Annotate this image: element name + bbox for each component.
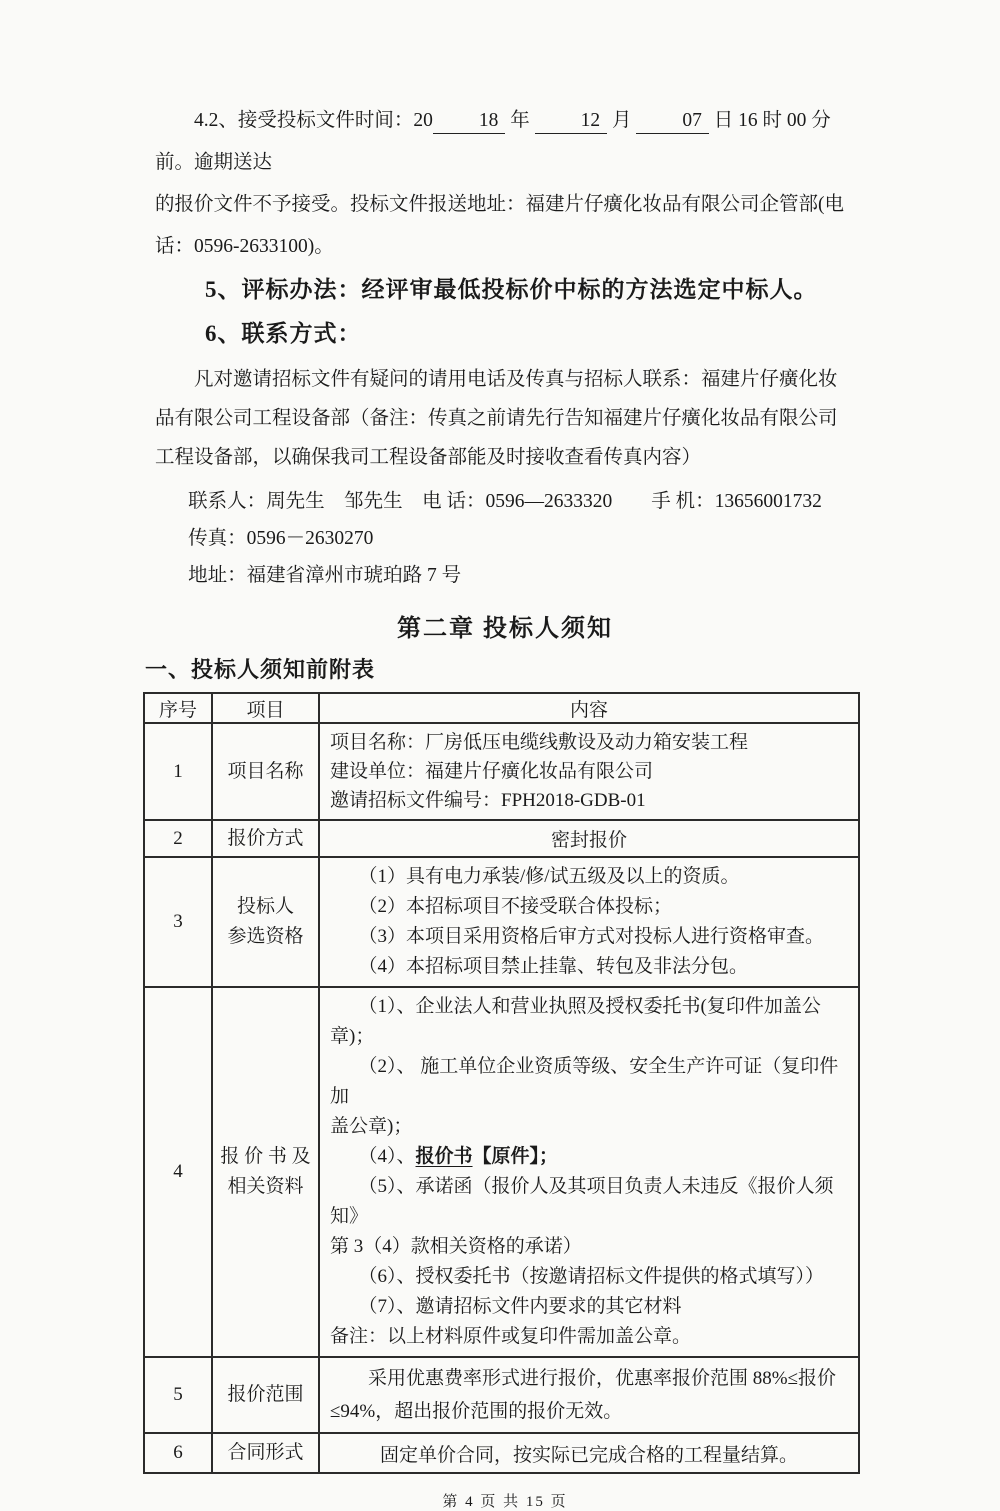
row-item-label: 报价方式: [212, 820, 319, 857]
col-header-no: 序号: [144, 693, 212, 723]
content-line: 项目名称：厂房低压电缆线敷设及动力箱安装工程: [330, 732, 749, 753]
row-no: 2: [144, 820, 212, 857]
content-line: （3）本项目采用资格后审方式对投标人进行资格审查。: [358, 926, 825, 947]
content-line: 采用优惠费率形式进行报价，优惠率报价范围 88%≤报价: [368, 1368, 837, 1389]
table-row-project-name: [144, 723, 859, 820]
contact-person-line: 联系人：周先生 邹先生 电 话：0596—2633320 手 机：13656001732: [188, 491, 822, 512]
table-header-row: [144, 693, 859, 723]
date-sep: 年: [510, 110, 530, 131]
body-line: 凡对邀请招标文件有疑问的请用电话及传真与招标人联系：福建片仔癀化妆: [194, 369, 838, 390]
body-line: 话：0596-2633100)。: [155, 236, 334, 257]
item-label-line: 投标人: [236, 896, 294, 917]
content-line: （5）、承诺函（报价人及其项目负责人未违反《报价人须知》: [330, 1176, 834, 1227]
date-sep: 月: [612, 110, 632, 131]
content-line: （1）、企业法人和营业执照及授权委托书(复印件加盖公章)；: [330, 996, 821, 1047]
item-label-line: 报 价 书 及: [220, 1146, 311, 1167]
row-item-label: [212, 987, 319, 1357]
row-content: [319, 987, 859, 1357]
content-line: （1）具有电力承装/修/试五级及以上的资质。: [358, 866, 740, 887]
content-line: 备注：以上材料原件或复印件需加盖公章。: [330, 1326, 692, 1347]
fax-line: 传真：0596－2630270: [188, 528, 374, 549]
date-year-blank: 18: [433, 109, 506, 134]
content-line: （2）、 施工单位企业资质等级、安全生产许可证（复印件加: [330, 1056, 839, 1107]
page-number: 第 4 页 共 15 页: [442, 1494, 568, 1510]
row-no: 6: [144, 1433, 212, 1473]
col-header-item: 项目: [212, 693, 319, 723]
bidder-notice-table: [143, 692, 860, 1474]
row-no: 3: [144, 857, 212, 987]
section-6-heading: 6、联系方式：: [205, 321, 362, 346]
date-day-blank: 07: [636, 109, 709, 134]
body-line: [155, 100, 855, 184]
contact-paragraph: [155, 360, 855, 477]
address-line: 地址：福建省漳州市琥珀路 7 号: [188, 565, 462, 586]
content-line: 邀请招标文件编号：FPH2018-GDB-01: [330, 790, 646, 811]
row-content: 密封报价: [319, 820, 859, 857]
row-no: 5: [144, 1357, 212, 1433]
row-item-label: [212, 857, 319, 987]
content-line: （6）、授权委托书（按邀请招标文件提供的格式填写））: [358, 1266, 825, 1287]
content-line: （2）本招标项目不接受联合体投标；: [358, 896, 673, 917]
date-line-prefix: 4.2、接受投标文件时间：20: [194, 110, 433, 131]
row-item-label: 报价范围: [212, 1357, 319, 1433]
list-index: （4）、: [358, 1146, 416, 1167]
content-line: 盖公章)；: [330, 1116, 413, 1137]
table-row-quote-range: [144, 1357, 859, 1433]
row-item-label: 项目名称: [212, 723, 319, 820]
chapter-title: 第二章 投标人须知: [397, 616, 613, 642]
row-content: 固定单价合同，按实际已完成合格的工程量结算。: [319, 1433, 859, 1473]
row-no: 4: [144, 987, 212, 1357]
date-month-blank: 12: [535, 109, 608, 134]
chapter-subtitle: 一、投标人须知前附表: [145, 657, 376, 682]
content-line: 建设单位：福建片仔癀化妆品有限公司: [330, 761, 654, 782]
original-bold: 【原件】；: [472, 1146, 559, 1167]
col-header-content: 内容: [319, 693, 859, 723]
body-line: 品有限公司工程设备部（备注：传真之前请先行告知福建片仔癀化妆品有限公司: [155, 408, 838, 429]
row-no: 1: [144, 723, 212, 820]
row-content: [319, 857, 859, 987]
content-line: （4）本招标项目禁止挂靠、转包及非法分包。: [358, 956, 749, 977]
content-line: （7）、邀请招标文件内要求的其它材料: [358, 1296, 682, 1317]
body-line: 的报价文件不予接受。投标文件报送地址：福建片仔癀化妆品有限公司企管部(电: [155, 194, 844, 215]
body-line: 工程设备部，以确保我司工程设备部能及时接收查看传真内容）: [155, 447, 702, 468]
section-4-2: [155, 100, 855, 268]
row-content: [319, 1357, 859, 1433]
contact-details: [155, 483, 855, 594]
section-5-heading: 5、评标办法：经评审最低投标价中标的方法选定中标人。: [205, 277, 818, 302]
table-row-qualification: [144, 857, 859, 987]
table-row-quote-method: [144, 820, 859, 857]
item-label-line: 相关资料: [227, 1176, 304, 1197]
content-line: ≤94%，超出报价范围的报价无效。: [330, 1401, 623, 1422]
table-row-quote-documents: [144, 987, 859, 1357]
quote-book-underlined: 报价书: [415, 1146, 473, 1167]
table-row-contract-form: [144, 1433, 859, 1473]
content-line: 第 3（4）款相关资格的承诺）: [330, 1236, 582, 1257]
row-item-label: 合同形式: [212, 1433, 319, 1473]
item-label-line: 参选资格: [227, 926, 304, 947]
row-content: [319, 723, 859, 820]
content-line-quote-original: [330, 1142, 848, 1172]
date-line-suffix: 日 16 时 00 分前。逾期送达: [155, 110, 831, 173]
